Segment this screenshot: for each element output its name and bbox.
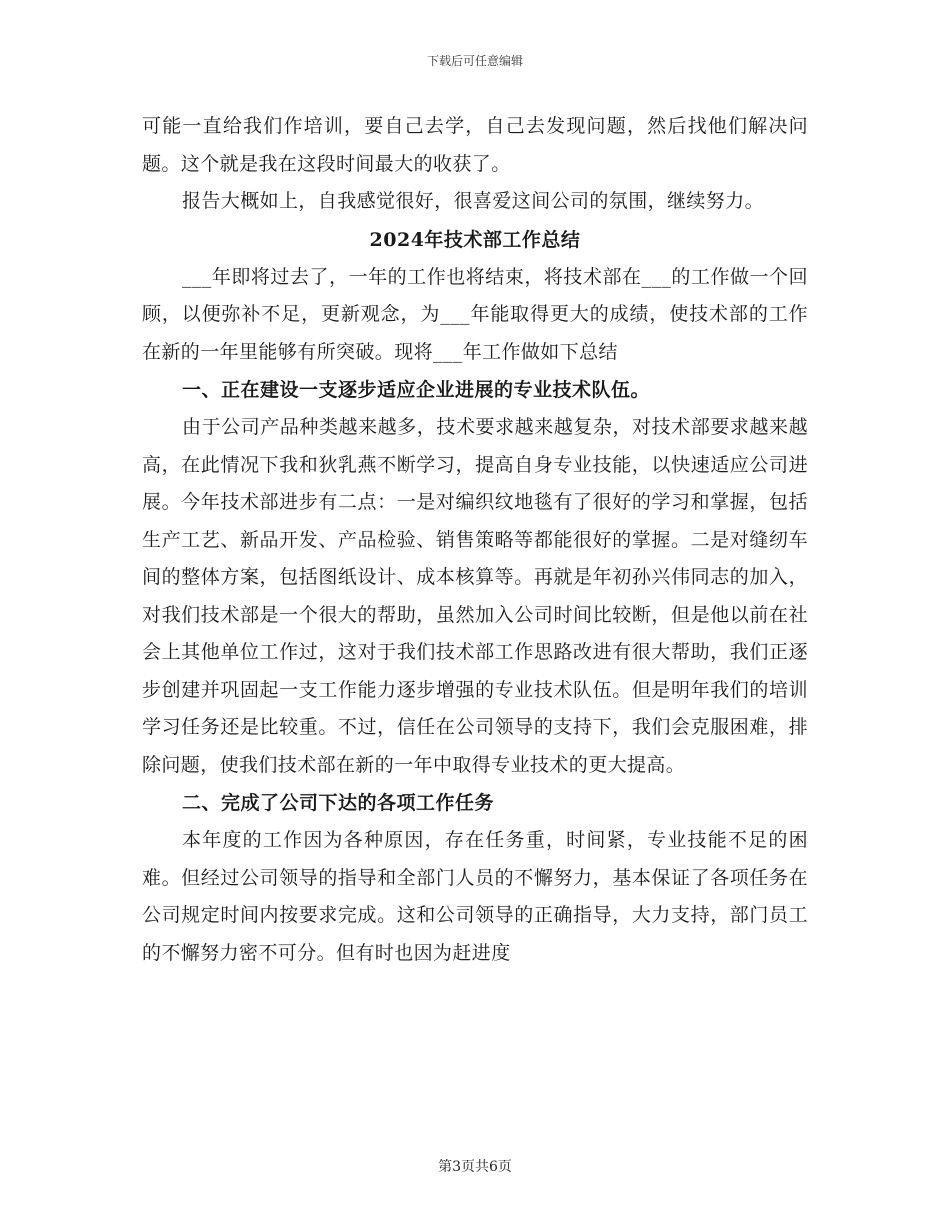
document-title: 2024年技术部工作总结 — [369, 228, 581, 251]
section-heading-2: 二、完成了公司下达的各项工作任务 — [182, 792, 495, 814]
paragraph-section-1: 由于公司产品种类越来越多，技术要求越来越复杂，对技术部要求越来越高，在此情况下我和狄乳燕不断学习，提高自身专业技能，以快速适应公司进展。今年技术部进步有二点：一是对编织纹地毯有了很好的学习和掌握，包括生产工艺、新品开发、产品检验、销售策略等都能很好的掌握。二是对缝纫车间的整体方案，包括图纸设计、成本核算等。再就是年初孙兴伟同志的加入，对我们技术部是一个很大的帮助，虽然加入公司时间比较断，但是他以前在社会上其他单位工作过，这对于我们技术部工作思路改进有很大帮助，我们正逐步创建并巩固起一支工作能力逐步增强的专业技术队伍。但是明年我们的培训学习任务还是比较重。不过，信任在公司领导的支持下，我们会克服困难，排除问题，使我们技术部在新的一年中取得专业技术的更大提高。 — [142, 416, 808, 776]
paragraph-report-summary: 报告大概如上，自我感觉很好，很喜爱这间公司的氛围，继续努力。 — [182, 190, 765, 212]
paragraph-intro: ___年即将过去了，一年的工作也将结束，将技术部在___的工作做一个回顾，以便弥补不足，更新观念，为___年能取得更大的成绩，使技术部的工作在新的一年里能够有所突破。现将___年工作做如下总结 — [142, 265, 808, 363]
section-heading-1: 一、正在建设一支逐步适应企业进展的专业技术队伍。 — [182, 379, 651, 401]
paragraph-section-2: 本年度的工作因为各种原因，存在任务重，时间紧，专业技能不足的困难。但经过公司领导的指导和全部门人员的不懈努力，基本保证了各项任务在公司规定时间内按要求完成。这和公司领导的正确指导，大力支持，部门员工的不懈努力密不可分。但有时也因为赶进度 — [142, 829, 808, 964]
page-header: 下载后可任意编辑 — [426, 54, 523, 68]
page-footer: 第3页共6页 — [438, 1159, 512, 1175]
paragraph-continuation: 可能一直给我们作培训，要自己去学，自己去发现问题，然后找他们解决问题。这个就是我在这段时间最大的收获了。 — [142, 115, 808, 175]
document-body — [142, 108, 808, 972]
